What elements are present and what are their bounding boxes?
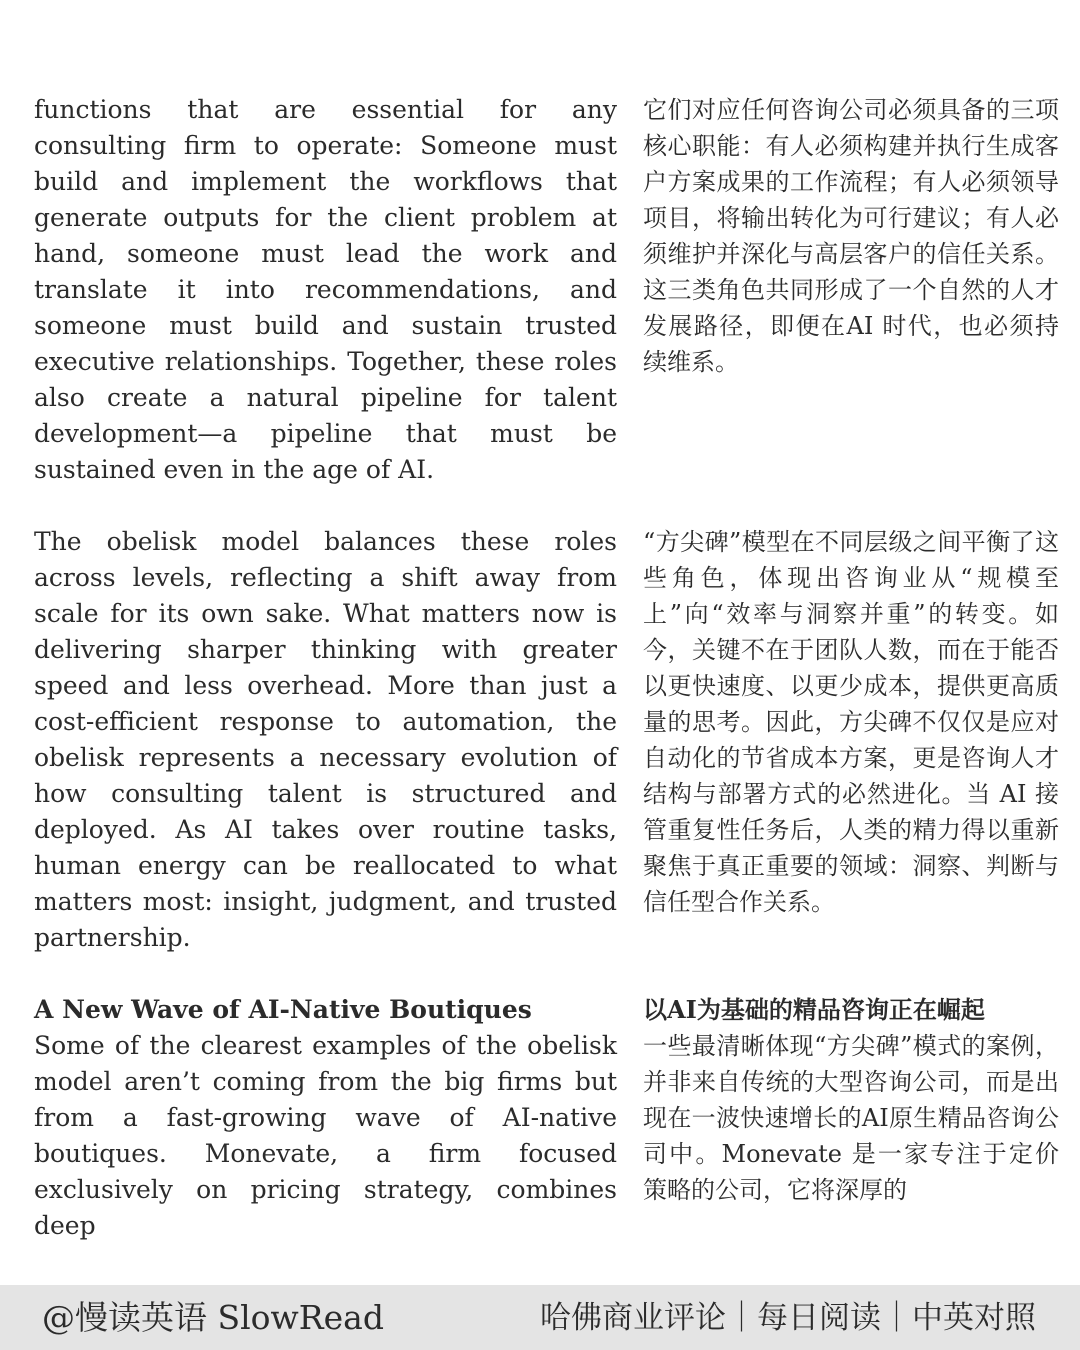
- section-paragraph-chinese: 一些最清晰体现“方尖碑”模式的案例，并非来自传统的大型咨询公司，而是出现在一波快速增长的AI原生精品咨询公司中。Monevate 是一家专注于定价策略的公司，它将深厚的: [643, 1032, 1059, 1204]
- paragraph-2-chinese: “方尖碑”模型在不同层级之间平衡了这些角色，体现出咨询业从“规模至上”向“效率与洞察并重”的转变。如今，关键不在于团队人数，而在于能否以更快速度、以更少成本，提供更高质量的思考。因此，方尖碑不仅仅是应对自动化的节省成本方案，更是咨询人才结构与部署方式的必然进化。当 AI 接管重复性任务后，人类的精力得以重新聚焦于真正重要的领域：洞察、判断与信任型合作关系。: [643, 528, 1059, 916]
- footer-bar: [0, 1285, 1080, 1350]
- footer-series-label: 哈佛商业评论｜每日阅读｜中英对照: [540, 1300, 1036, 1336]
- section-paragraph-english: Some of the clearest examples of the obelisk model aren’t coming from the big firms but from a fast-growing wave of AI-native boutiques. Monevate, a firm focused exclusively on pricing strategy, combines deep: [34, 1031, 617, 1240]
- paragraph-1-chinese: 它们对应任何咨询公司必须具备的三项核心职能：有人必须构建并执行生成客户方案成果的工作流程；有人必须领导项目，将输出转化为可行建议；有人必须维护并深化与高层客户的信任关系。这三类角色共同形成了一个自然的人才发展路径，即便在AI 时代，也必须持续维系。: [643, 96, 1059, 376]
- paragraph-2-english: The obelisk model balances these roles across levels, reflecting a shift away from scale for its own sake. What matters now is delivering sharper thinking with greater speed and less overhead. More than just a cost-efficient response to automation, the obelisk represents a necessary evolution of how consulting talent is structured and deployed. As AI takes over routine tasks, human energy can be reallocated to what matters most: insight, judgment, and trusted partnership.: [34, 527, 617, 952]
- section-heading-english: A New Wave of AI-Native Boutiques: [34, 995, 532, 1024]
- paragraph-1-english: functions that are essential for any consulting firm to operate: Someone must build and implement the workflows that generate outputs for the client problem at hand, someone must lead the work and translate it into recommendations, and someone must build and sustain trusted executive relationships. Together, these roles also create a natural pipeline for talent development—a pipeline that must be sustained even in the age of AI.: [34, 95, 617, 484]
- footer-account-handle: @慢读英语 SlowRead: [42, 1298, 384, 1337]
- section-heading-chinese: 以AI为基础的精品咨询正在崛起: [643, 995, 985, 1024]
